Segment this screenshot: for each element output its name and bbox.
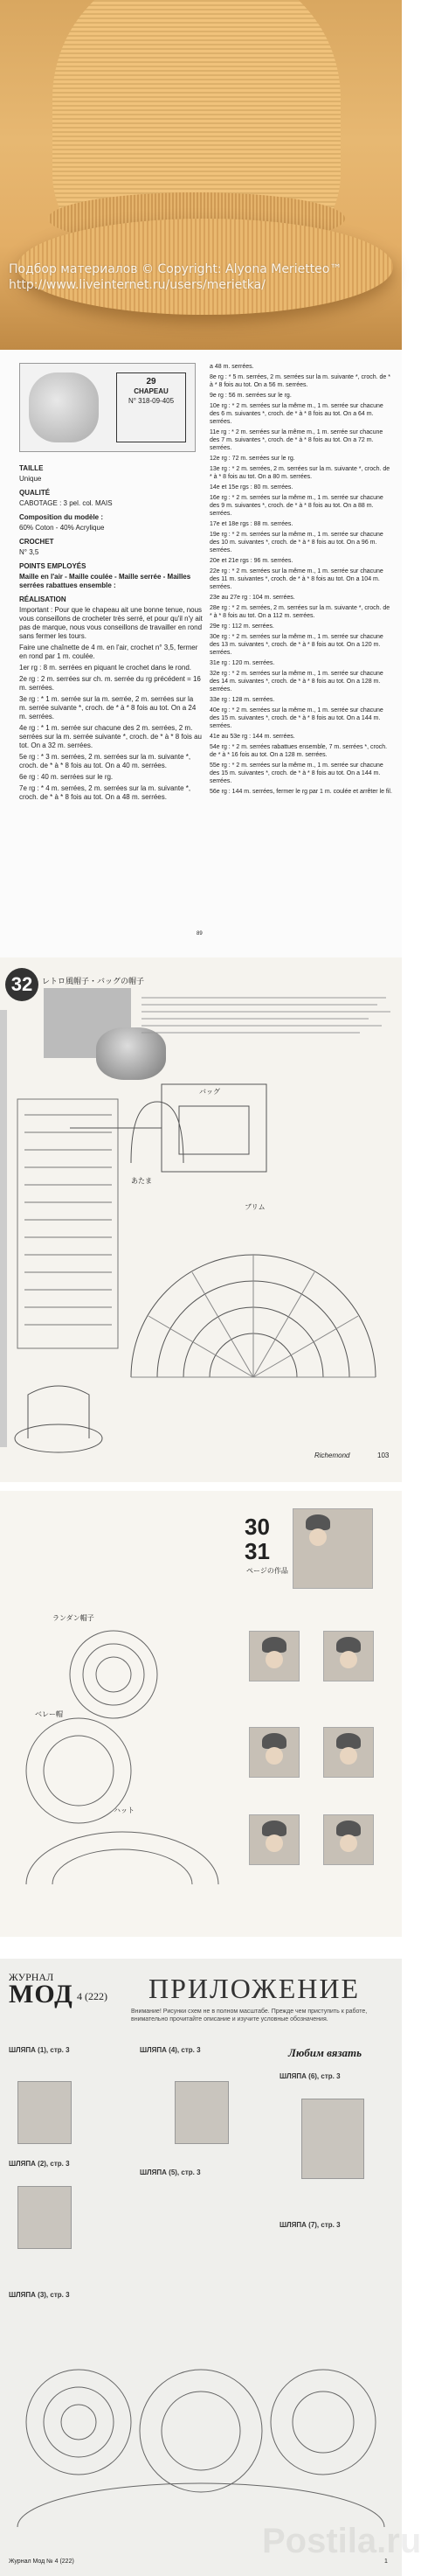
row-instruction: 13e rg : * 2 m. serrées, 2 m. serrées sur la m. suivante *, croch. de * à * 8 fois au tot. On a 80 m. serrées. bbox=[210, 466, 390, 480]
japanese-pattern-page-32 bbox=[0, 957, 402, 1482]
row-instruction: 12e rg : 72 m. serrées sur le rg. bbox=[210, 456, 295, 462]
hat-5-column bbox=[140, 2169, 271, 2176]
top-label: あたま bbox=[131, 1177, 152, 1185]
model-photo bbox=[249, 1814, 300, 1865]
row-instruction: 40e rg : * 2 m. serrées sur la même m., 1 m. serrée sur chacune des 15 m. suivantes *, croch. de * à * 8 fois au tot. On a 144 m. serrées. bbox=[210, 707, 383, 729]
row-instruction: 55e rg : * 2 m. serrées sur la même m., 1 m. serrée sur chacune des 15 m. suivantes *, croch. de * à * 8 fois au tot. On a 144 m. serrées. bbox=[210, 762, 383, 784]
hat-6-column bbox=[280, 2072, 393, 2080]
row-instruction: 31e rg : 120 m. serrées. bbox=[210, 660, 275, 666]
model-photo bbox=[323, 1631, 374, 1681]
page-number: 1 bbox=[384, 2559, 388, 2565]
pattern-number-30: 30 bbox=[245, 1514, 270, 1540]
instruction-text bbox=[141, 992, 395, 1048]
row-instruction: 32e rg : * 2 m. serrées sur la même m., 1 m. serrée sur chacune des 14 m. suivantes *, croch. de * à * 8 fois au tot. On a 128 m. serrées. bbox=[210, 671, 383, 693]
hat-photo bbox=[0, 0, 402, 350]
row-instruction: 2e rg : 2 m. serrées sur ch. m. serrée du rg précédent = 16 m. serrées. bbox=[19, 675, 201, 692]
journal-label: ЖУРНАЛ bbox=[9, 1971, 54, 1983]
pattern-title: レトロ風帽子・バッグの帽子 bbox=[42, 977, 145, 985]
hat-header: ШЛЯПА (3), стр. 3 bbox=[9, 2291, 70, 2299]
supplement-title: ПРИЛОЖЕНИЕ bbox=[148, 1973, 361, 2004]
section-text: CABOTAGE : 3 pel. col. MAIS bbox=[19, 499, 113, 507]
model-photo bbox=[17, 2081, 72, 2144]
row-instruction: 1er rg : 8 m. serrées en piquant le crochet dans le rond. bbox=[19, 664, 191, 672]
french-pattern-page bbox=[0, 350, 402, 957]
crochet-charts bbox=[9, 1622, 236, 1919]
section-text: Important : Pour que le chapeau ait une bonne tenue, nous vous conseillons de crocheter très serré, et pour qu'il n'y ait pas de marque, nous vous conseillons de travailler en rond sans fermer les tours. bbox=[19, 606, 203, 640]
model-photo bbox=[249, 1727, 300, 1778]
section-header: TAILLE bbox=[19, 464, 44, 472]
hat-header: ШЛЯПА (5), стр. 3 bbox=[140, 2169, 201, 2176]
model-photo bbox=[44, 988, 131, 1058]
magazine-title: МОД bbox=[9, 1980, 73, 2009]
row-instruction: 9e rg : 56 m. serrées sur le rg. bbox=[210, 393, 292, 399]
model-photo bbox=[301, 2099, 364, 2179]
row-instruction: Faire une chaînette de 4 m. en l'air, crochet n° 3,5, fermer en rond par 1 m. coulée. bbox=[19, 644, 198, 660]
russian-magazine-page bbox=[0, 1959, 402, 2576]
hat-header: ШЛЯПА (2), стр. 3 bbox=[9, 2160, 70, 2168]
chart-label: ベレー帽 bbox=[35, 1710, 63, 1718]
bag-label: バッグ bbox=[199, 1088, 220, 1096]
section-header: QUALITÉ bbox=[19, 489, 51, 497]
hat-header: ШЛЯПА (4), стр. 3 bbox=[140, 2046, 201, 2054]
section-text: 60% Coton - 40% Acrylique bbox=[19, 524, 105, 532]
row-instruction: 22e rg : * 2 m. serrées sur la même m., 1 m. serrée sur chacune des 11 m. suivantes *, croch. de * à * 8 fois au tot. On a 104 m. serrées. bbox=[210, 568, 383, 590]
brand-label: Richemond bbox=[314, 1452, 350, 1459]
row-instruction: 17e et 18e rgs : 88 m. serrées. bbox=[210, 521, 293, 527]
row-instruction: 20e et 21e rgs : 96 m. serrées. bbox=[210, 558, 293, 564]
hat-2-column bbox=[9, 2160, 131, 2168]
row-instruction: 5e rg : * 3 m. serrées, 2 m. serrées sur la m. suivante *, croch. de * à * 8 fois au tot. On a 40 m. serrées. bbox=[19, 753, 191, 769]
chart-label: ランダン帽子 bbox=[52, 1614, 94, 1622]
section-header: CROCHET bbox=[19, 538, 54, 546]
pattern-number: 32 bbox=[5, 968, 38, 1001]
page-number: 103 bbox=[377, 1452, 390, 1459]
hat-header: ШЛЯПА (7), стр. 3 bbox=[280, 2221, 341, 2229]
hat-header: ШЛЯПА (1), стр. 3 bbox=[9, 2046, 70, 2054]
model-photo bbox=[249, 1631, 300, 1681]
hat-sketch bbox=[10, 1368, 107, 1465]
hat-7-column bbox=[280, 2221, 393, 2229]
chart-label: ハット bbox=[114, 1807, 135, 1814]
binding-strip bbox=[0, 1010, 7, 1447]
badge-name: CHAPEAU bbox=[134, 387, 169, 395]
row-instruction: 10e rg : * 2 m. serrées sur la même m., 1 m. serrée sur chacune des 6 m. suivantes *, croch. de * à * 8 fois au tot. On a 64 m. serrées. bbox=[210, 403, 383, 425]
section-text: Unique bbox=[19, 475, 42, 483]
copyright-watermark: Подбор материалов © Copyright: Alyona Merietteo™ bbox=[9, 262, 342, 276]
section-text: N° 3,5 bbox=[19, 548, 39, 556]
badge-ref: N° 318-09-405 bbox=[128, 397, 175, 405]
row-instruction: 29e rg : 112 m. serrées. bbox=[210, 623, 274, 630]
row-instruction: 3e rg : * 1 m. serrée sur la m. serrée, 2 m. serrées sur la m. serrée suivante *, croch. de * à * 8 fois au tot. On a 24 m. serrées. bbox=[19, 695, 197, 721]
row-instruction: a 48 m. serrées. bbox=[210, 364, 254, 370]
crown-chart bbox=[16, 1097, 121, 1351]
row-instruction: 33e rg : 128 m. serrées. bbox=[210, 697, 275, 703]
section-header: POINTS EMPLOYÉS bbox=[19, 562, 86, 570]
brim-chart bbox=[122, 1194, 384, 1386]
brim-label: ブリム bbox=[245, 1203, 266, 1211]
model-photo bbox=[17, 2186, 72, 2249]
hat-header: ШЛЯПА (6), стр. 3 bbox=[280, 2072, 341, 2080]
page-number: 89 bbox=[197, 931, 203, 936]
url-watermark: http://www.liveinternet.ru/users/merietka/ bbox=[9, 278, 266, 292]
crochet-charts bbox=[17, 2352, 384, 2545]
hat-3-column bbox=[9, 2291, 131, 2299]
row-instruction: 54e rg : * 2 m. serrées rabattues ensemble, 7 m. serrées *, croch. de * à * 16 fois au tot. On a 128 m. serrées. bbox=[210, 744, 388, 758]
attention-note: Внимание! Рисунки схем не в полном масштабе. Прежде чем приступить к работе, внимательно прочитайте описание и изучите условные обозначения. bbox=[131, 2009, 368, 2023]
french-left-column bbox=[19, 363, 203, 804]
japanese-pattern-page-30-31 bbox=[0, 1491, 402, 1937]
section-header: Composition du modèle : bbox=[19, 513, 103, 521]
model-photo bbox=[175, 2081, 229, 2144]
row-instruction: 7e rg : * 4 m. serrées, 2 m. serrées sur la m. suivante *, croch. de * à * 8 fois au tot. On a 48 m. serrées. bbox=[19, 784, 191, 801]
issue-number: 4 (222) bbox=[77, 1990, 107, 2002]
pattern-badge bbox=[116, 372, 186, 442]
row-instruction: 30e rg : * 2 m. serrées sur la même m., 1 m. serrée sur chacune des 13 m. suivantes *, croch. de * à * 8 fois au tot. On a 120 m. serrées. bbox=[210, 634, 383, 656]
model-photo bbox=[323, 1814, 374, 1865]
row-instruction: 41e au 53e rg : 144 m. serrées. bbox=[210, 734, 295, 740]
crown-diagram bbox=[122, 1093, 192, 1172]
model-photo bbox=[293, 1508, 373, 1589]
row-instruction: 56e rg : 144 m. serrées, fermer le rg par 1 m. coulée et arrêter le fil. bbox=[210, 789, 392, 795]
row-instruction: 6e rg : 40 m. serrées sur le rg. bbox=[19, 773, 114, 781]
row-instruction: 28e rg : * 2 m. serrées, 2 m. serrées sur la m. suivante *, croch. de * à * 8 fois au tot. On a 112 m. serrées. bbox=[210, 605, 390, 619]
model-photo bbox=[323, 1727, 374, 1778]
hat-1-column bbox=[9, 2046, 131, 2054]
section-text: Maille en l'air - Maille coulée - Maille serrée - Mailles serrées rabattues ensemble : bbox=[19, 573, 191, 589]
site-watermark: Postila.ru bbox=[262, 2522, 421, 2560]
row-instruction: 23e au 27e rg : 104 m. serrées. bbox=[210, 595, 295, 601]
text-lines bbox=[141, 992, 395, 1045]
badge-number: 29 bbox=[146, 377, 156, 386]
section-header: RÉALISATION bbox=[19, 595, 66, 603]
row-instruction: 16e rg : * 2 m. serrées sur la même m., 1 m. serrée sur chacune des 9 m. suivantes *, croch. de * à * 8 fois au tot. On a 88 m. serrées. bbox=[210, 495, 383, 517]
row-instruction: 8e rg : * 5 m. serrées, 2 m. serrées sur la m. suivante *, croch. de * à * 8 fois au tot. On a 56 m. serrées. bbox=[210, 374, 390, 388]
hat-4-column bbox=[140, 2046, 271, 2054]
pattern-thumbnail bbox=[19, 363, 196, 452]
page-subtitle: ページの作品 bbox=[246, 1567, 288, 1575]
row-instruction: 11e rg : * 2 m. serrées sur la même m., 1 m. serrée sur chacune des 7 m. suivantes *, croch. de * à * 8 fois au tot. On a 72 m. serrées. bbox=[210, 429, 383, 451]
row-instruction: 4e rg : * 1 m. serrée sur chacune des 2 m. serrées, 2 m. serrées sur la m. serrée suivante *, croch. de * à * 8 fois au tot. On a 32 m. serrées. bbox=[19, 724, 202, 749]
row-instruction: 19e rg : * 2 m. serrées sur la même m., 1 m. serrée sur chacune des 10 m. suivantes *, croch. de * à * 8 fois au tot. On a 96 m. serrées. bbox=[210, 532, 383, 553]
french-right-column bbox=[210, 363, 393, 798]
cover-label: Журнал Мод № 4 (222) bbox=[9, 2559, 74, 2565]
love-knitting-label: Любим вязать bbox=[288, 2046, 362, 2059]
pattern-number-31: 31 bbox=[245, 1538, 270, 1564]
hat-thumbnail bbox=[29, 372, 99, 442]
row-instruction: 14e et 15e rgs : 80 m. serrées. bbox=[210, 484, 293, 491]
